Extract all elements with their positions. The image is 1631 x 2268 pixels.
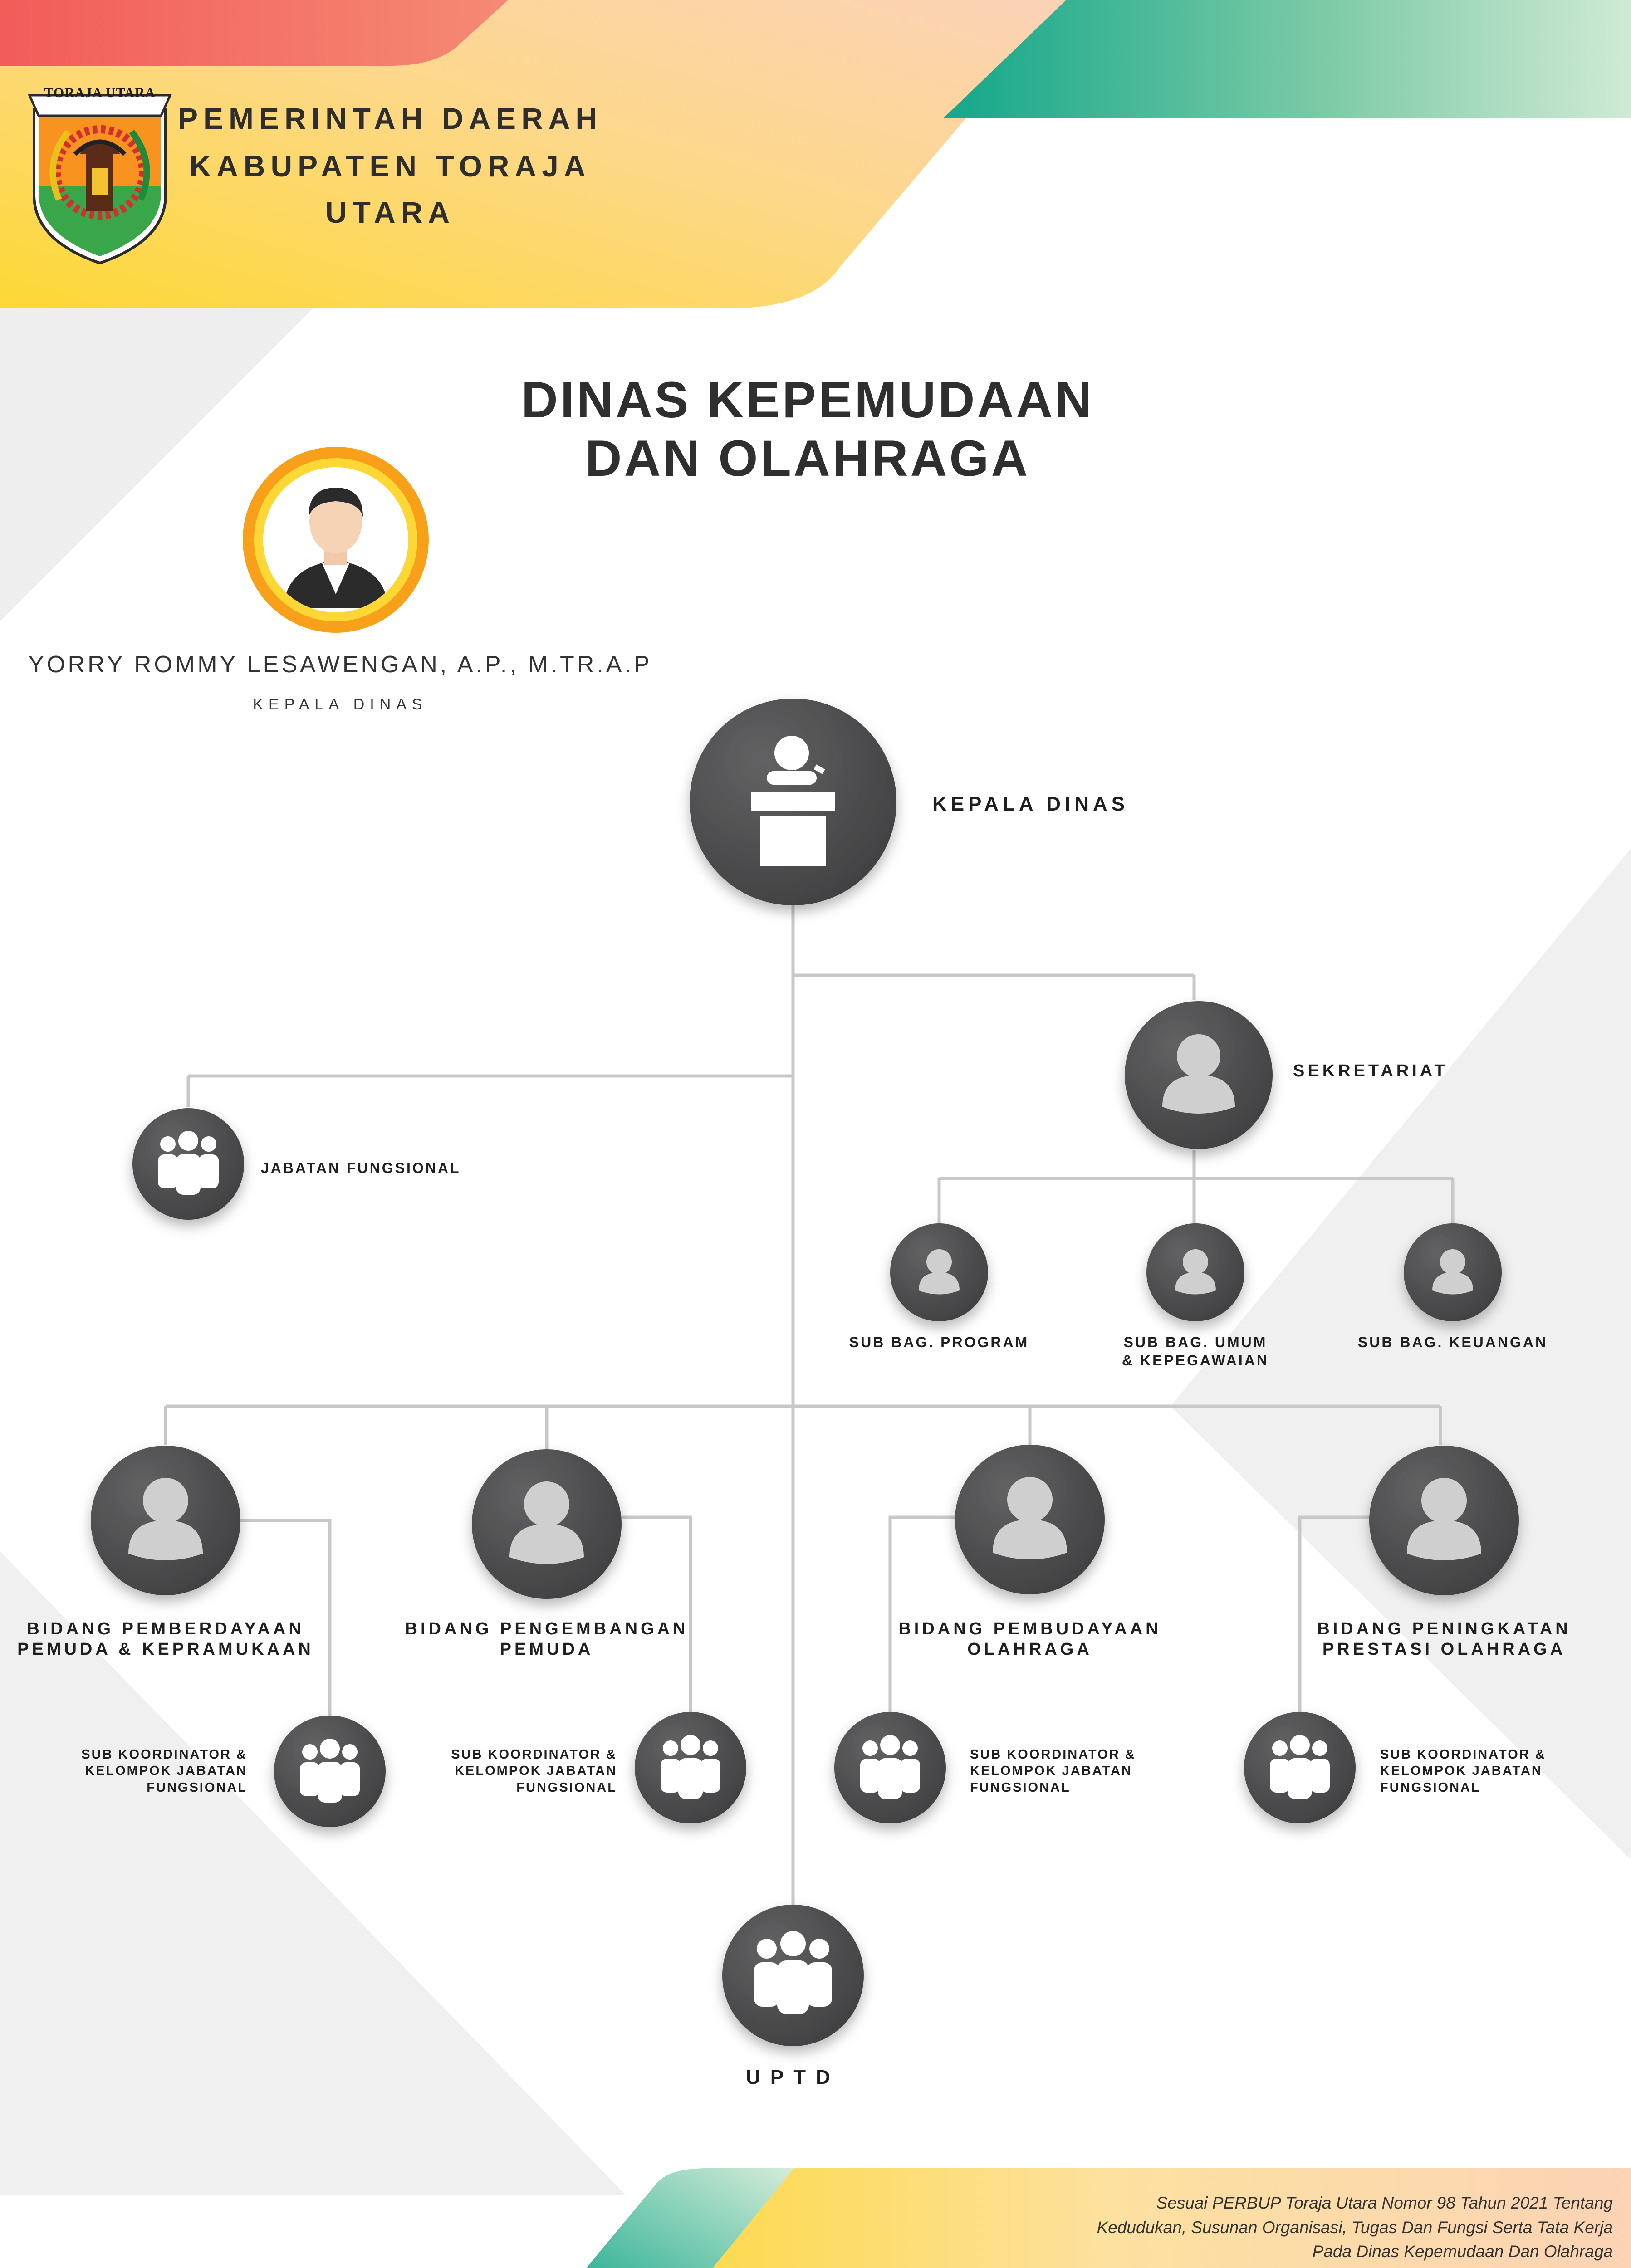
sub-bag-keuangan-node [1404,1223,1502,1321]
footer-line-2: Kedudukan, Susunan Organisasi, Tugas Dan Fungsi Serta Tata Kerja [1097,2218,1613,2237]
logo-label: TORAJA UTARA [44,85,156,100]
label-subkoor-4: SUB KOORDINATOR & KELOMPOK JABATAN FUNGSIONAL [1380,1747,1546,1795]
group-icon [300,1739,360,1803]
label-sub-bag-program: SUB BAG. PROGRAM [849,1334,1029,1350]
footer-note [842,2191,1613,2264]
label-subkoor-2: SUB KOORDINATOR & KELOMPOK JABATAN FUNGSIONAL [451,1747,617,1795]
page-title-line-2: DAN OLAHRAGA [585,430,1030,487]
uptd-node [722,1905,864,2046]
label-jabatan-fungsional: JABATAN FUNGSIONAL [261,1160,461,1176]
bidang-pemberdayaan-node [91,1446,240,1595]
subkoor-3-node [834,1712,946,1823]
footer-line-1: Sesuai PERBUP Toraja Utara Nomor 98 Tahun 2021 Tentang [1156,2194,1613,2212]
subkoor-2-node [635,1712,746,1823]
header-line-1: PEMERINTAH DAERAH [177,102,603,135]
kepala-dinas-node [690,699,896,905]
label-bidang-3-line1: BIDANG PEMBUDAYAAN [898,1619,1161,1638]
head-person-name: YORRY ROMMY LESAWENGAN, A.P., M.TR.A.P [28,651,652,678]
label-bidang-4-line2: PRESTASI OLAHRAGA [1322,1640,1566,1659]
label-sekretariat: SEKRETARIAT [1293,1061,1448,1080]
label-bidang-1-line1: BIDANG PEMBERDAYAAN [27,1619,304,1638]
jabatan-fungsional-node [132,1108,244,1220]
sub-bag-umum-node [1146,1223,1244,1321]
bidang-pengembangan-node [472,1449,622,1599]
group-icon [158,1131,219,1195]
label-bidang-4-line1: BIDANG PENINGKATAN [1317,1619,1571,1638]
bidang-pembudayaan-node [955,1445,1105,1594]
label-subkoor-1: SUB KOORDINATOR & KELOMPOK JABATAN FUNGSIONAL [81,1747,247,1795]
label-subkoor-3: SUB KOORDINATOR & KELOMPOK JABATAN FUNGSIONAL [970,1747,1136,1795]
header-line-2: KABUPATEN TORAJA UTARA [189,149,591,230]
head-person-role: KEPALA DINAS [253,696,428,713]
group-icon [1270,1735,1330,1799]
subkoor-1-node [274,1716,386,1827]
label-kepala-dinas: KEPALA DINAS [932,793,1129,815]
label-bidang-3-line2: OLAHRAGA [967,1640,1092,1659]
label-sub-bag-umum-2: & KEPEGAWAIAN [1122,1352,1269,1369]
group-icon [860,1735,920,1799]
label-bidang-2-line1: BIDANG PENGEMBANGAN [405,1619,689,1638]
subkoor-4-node [1244,1712,1356,1823]
label-uptd: UPTD [746,2066,840,2088]
label-sub-bag-keuangan: SUB BAG. KEUANGAN [1357,1334,1548,1350]
group-icon [661,1735,720,1799]
page-title-line-1: DINAS KEPEMUDAAN [521,371,1094,428]
sub-bag-program-node [890,1223,988,1321]
label-bidang-1-line2: PEMUDA & KEPRAMUKAAN [17,1640,314,1659]
sekretariat-node [1125,1001,1273,1149]
group-icon [754,1931,832,2014]
footer-line-3: Pada Dinas Kepemudaan Dan Olahraga [1312,2242,1613,2261]
label-sub-bag-umum-1: SUB BAG. UMUM [1123,1334,1268,1350]
label-bidang-2-line2: PEMUDA [500,1640,594,1659]
bidang-peningkatan-node [1369,1446,1519,1595]
